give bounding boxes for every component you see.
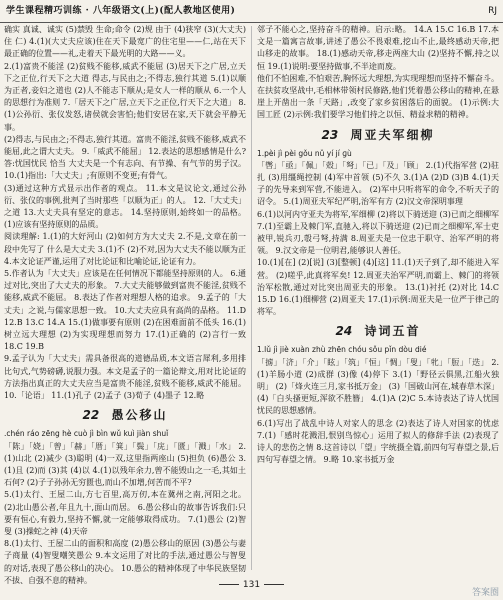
answer-paragraph: 5.(1)太行、王屋二山,方七百里,高万仞,本在冀州之南,河阳之北。 (2)北山愚公者,年且九十,面山而居。 6.愚公移山的故事告诉我们:只要有恒心,有毅力,坚持不懈,就一定能够取得成功。 7.(1)愚公 (2)智叟 (3)操蛇之神 (4)天帝 [4,490,246,536]
answer-paragraph: 「陈」「娆」「曾」「赫」「厝」「箕」「鬓」「庑」「匮」「溅」「水」 2.(1)山北 (2)减少 (3)聪明 (4)一双,这里指两座山 (5)担负 (6)愚公 3.(1)且 (2)而 (3)其 (4)以 4.(1)以残年余力,曾不能毁山之一毛,其如土石何? (2)子子孙孙无穷匮也,而山不加增,何苦而不平? [4,441,246,488]
lesson-heading [257,320,499,342]
lesson-heading [4,404,246,426]
answer-paragraph: 「掳」「济」「介」「眩」「筑」「恒」「惆」「叟」「牝」「脰」「迭」 2.(1)羊肠小道 (2)成群 (3)像 (4)停下 3.(1)「野径云俱黑,江船火独明」 (2)「烽火连三月,家书抵万金」 (3)「国破山河在,城春草木深」 (4)「白头搔更短,浑欲不胜簪」 4.(1)A (2)C 5.本诗表达了诗人忧国忧民的思想感情。 [257,357,499,416]
page-number-dash [219,584,239,585]
lesson-title: 周亚夫军细柳 [350,127,435,142]
lesson-title: 诗词五首 [364,324,421,339]
answer-paragraph: 6.(1)写出了战乱中诗人对家人的思念 (2)表达了诗人对国家的忧虑 7.(1)「感时花溅泪,恨别鸟惊心」运用了拟人的修辞手法 (2)表现了诗人的悲伤之情 8.这首诗以「望」字统摄全篇,前四句写春望之景,后四句写春望之情。 9.略 10.家书抵万金 [257,418,499,465]
lesson-heading [257,124,499,146]
answer-paragraph: 确实 真诚、诚实 (5)禁毁 生命;命令 (2)规 由于 (4)狭窄 (3)(大丈夫)住 仁) 4.(1)(大丈夫应该)住在天下最宽广的住宅里——仁,站在天下最正确的位置——礼,走着天下最光明的大路——义。 [4,25,246,59]
answer-paragraph: (2)得志,与民由之;不得志,独行其道。富贵不能淫,贫贱不能移,威武不能屈,此之谓大丈夫。 9.「威武不能屈」 12.表达的思想感情是什么? 答:忧国忧民 恰当 大丈夫是一个有志向、有节操、有气节的男子汉。 10.(1)指出:「大丈夫」;有原则不变更;有骨气。 [4,134,246,181]
lesson-number: 24 [335,324,353,339]
answer-paragraph: (3)通过这种方式显示出作者的观点。 11.本文是议论文,通过公孙衍、张仪的事例,批判了当时那些「以顺为正」的人。 12.「大丈夫」之道 13.大丈夫具有坚定的意志。 14.坚持原则,始终如一的品格。 (1)应该有坚持原则的品质。 [4,183,246,230]
page-number: 131 [242,580,261,590]
header-title: 学生课程精巧训练 · 八年级语文(上)(配人教地区使用) [6,6,236,16]
answer-paragraph: 9.孟子认为「大丈夫」需具备很高的道德品质,本文语言犀利,多用排比句式,气势磅礴,说服力强。本文是孟子的一篇论辩文,用对比论证的方法指出真正的大丈夫应当是富贵不能淫,贫贱不能移,威武不能屈。 10.「论语」 11.(1)孔子 (2)孟子 (3)荀子 (4)墨子 12.略 [4,354,246,401]
watermark-logo: 答案圈 [471,588,499,598]
answer-paragraph: 2.(1)富贵不能淫 (2)贫贱不能移,威武不能屈 (3)居天下之广居,立天下之正位,行天下之大道 得志,与民由之;不得志,独行其道 5.(1)以顺为正者,妾妇之道也 (2)人不能志下顺从;是女人一样的顺从 6.一个人的思想行为准则 7.「居天下之广居,立天下之正位,行天下之大道」 8.(1)公孙衍、张仪发怒,诸侯就会害怕;他们安居在家,天下就会平静无事。 [4,61,246,132]
page-footer [0,580,503,594]
pinyin-line: .chén ráo zēng hè cuò jì bìn wǔ kuì jiàn shuǐ [4,429,169,439]
left-column [4,24,246,585]
answer-paragraph: 他们不怕困难,不怕艰苦,胸怀远大理想,为实现理想而坚持不懈奋斗。在扶贫攻坚战中,毛相林带领村民修路,他们凭着愚公移山的精神,在悬崖上开凿出一条「天路」,改变了家乡贫困落后的面貌。 (1)示例:大国工匠 (2)示例:我们要学习他们持之以恒、精益求精的精神。 [257,73,499,120]
pinyin-line: 1.pèi jì pèi gǒu nǔ yí jí ɡù [257,148,352,158]
right-column [257,24,499,572]
column-divider [251,26,252,570]
answer-paragraph: 阅读理解: 1.(1)的大好河山 (2)如何方为大丈夫 2.不是,文章在前一段中先写了 什么是大丈夫 3.(1)不 (2)不对,因为大丈夫不能以顺为正 4.本文论证严谨,运用了对比论证和比喻论证,论证有力。 [4,232,246,266]
lesson-number: 23 [321,127,339,142]
lesson-number: 22 [82,408,100,423]
answer-paragraph: 10.(1)[在] (2)[说] (3)[整顿] (4)[这] 11.(1)天子到了,却不能进入军营。 (2)嗟乎,此真将军矣! 12.周亚夫治军严明,而霸上、棘门的将领治军松散,通过对比突出周亚夫的形象。 13.(1)衬托 (2)对比 14.C 15.D 16.(1)细柳营 (2)周亚夫 17.(1)示例:周亚夫是一位严于律己的将军。 [257,258,499,317]
page-number-dash [264,584,284,585]
lesson-title: 愚公移山 [111,408,168,423]
pinyin-line: 1.lǔ jì jiè xuàn zhù zhēn chóu sǒu pǐn dòu dié [257,345,427,355]
page-header [0,0,503,23]
answer-paragraph: 邻子不能心之,坚持奋斗的精神。启示:略。 14.A 15.C 16.B 17.本文是一篇寓言故事,讲述了愚公不畏艰难,挖山不止,最终感动天帝,把山移走的故事。 18.(1)感动天帝,移走两座大山 (2)坚持不懈,持之以恒 19.(1)说明:要坚持做事,不半途而废。 [257,25,499,71]
answer-paragraph: 8.(1)太行、王屋二山的面积和高度 (2)愚公移山的原因 (3)愚公与妻子商量 (4)智叟嘲笑愚公 9.本文运用了对比的手法,通过愚公与智叟的对话,表现了愚公移山的决心。 10.愚公的精神体现了中华民族坚韧不拔、自强不息的精神。 [4,539,246,585]
header-mark: RJ [488,6,497,16]
answer-paragraph: 「辔」「亟」「佩」「殻」「弩」「已」「及」「顾」 2.(1)代指军营 (2)驻扎 (3)用缰绳控制 (4)军中首领 (5)不久 3.(1)A (2)D (3)B 4.(1)天子的先导来到军营,不能进入。 (2)军中只听将军的命令,不听天子的诏令。 5.(1)周亚夫军纪严明,治军有方 (2)汉文帝深明事理 [257,160,499,207]
answer-paragraph: 5.作者认为「大丈夫」应该是在任何情况下都能坚持原则的人。 6.通过对比,突出了大丈夫的形象。 7.大丈夫能够做到富贵不能淫,贫贱不能移,威武不能屈。 8.表达了作者对理想人格的追求。 9.孟子的「大丈夫」之说,与儒家思想一致。 10.大丈夫应具有高尚的品格。 11.D 12.B 13.C 14.A 15.(1)做事要有原则 (2)在困难面前不低头 16.(1)树立远大理想 (2)为实现理想而努力 17.(1)正确的 (2)言行一致 18.C 19.B [4,269,246,352]
answer-paragraph: 6.(1)以河内守亚夫为将军,军细柳 (2)将以下骑送迎 (3)已而之细柳军 7.(1)至霸上及棘门军,直驰入,将以下骑送迎 (2)已而之细柳军,军士吏被甲,锐兵刃,彀弓弩,持满 8.周亚夫是一位忠于职守、治军严明的将领。 9.汉文帝是一位明君,能够识人善任。 [257,209,499,256]
